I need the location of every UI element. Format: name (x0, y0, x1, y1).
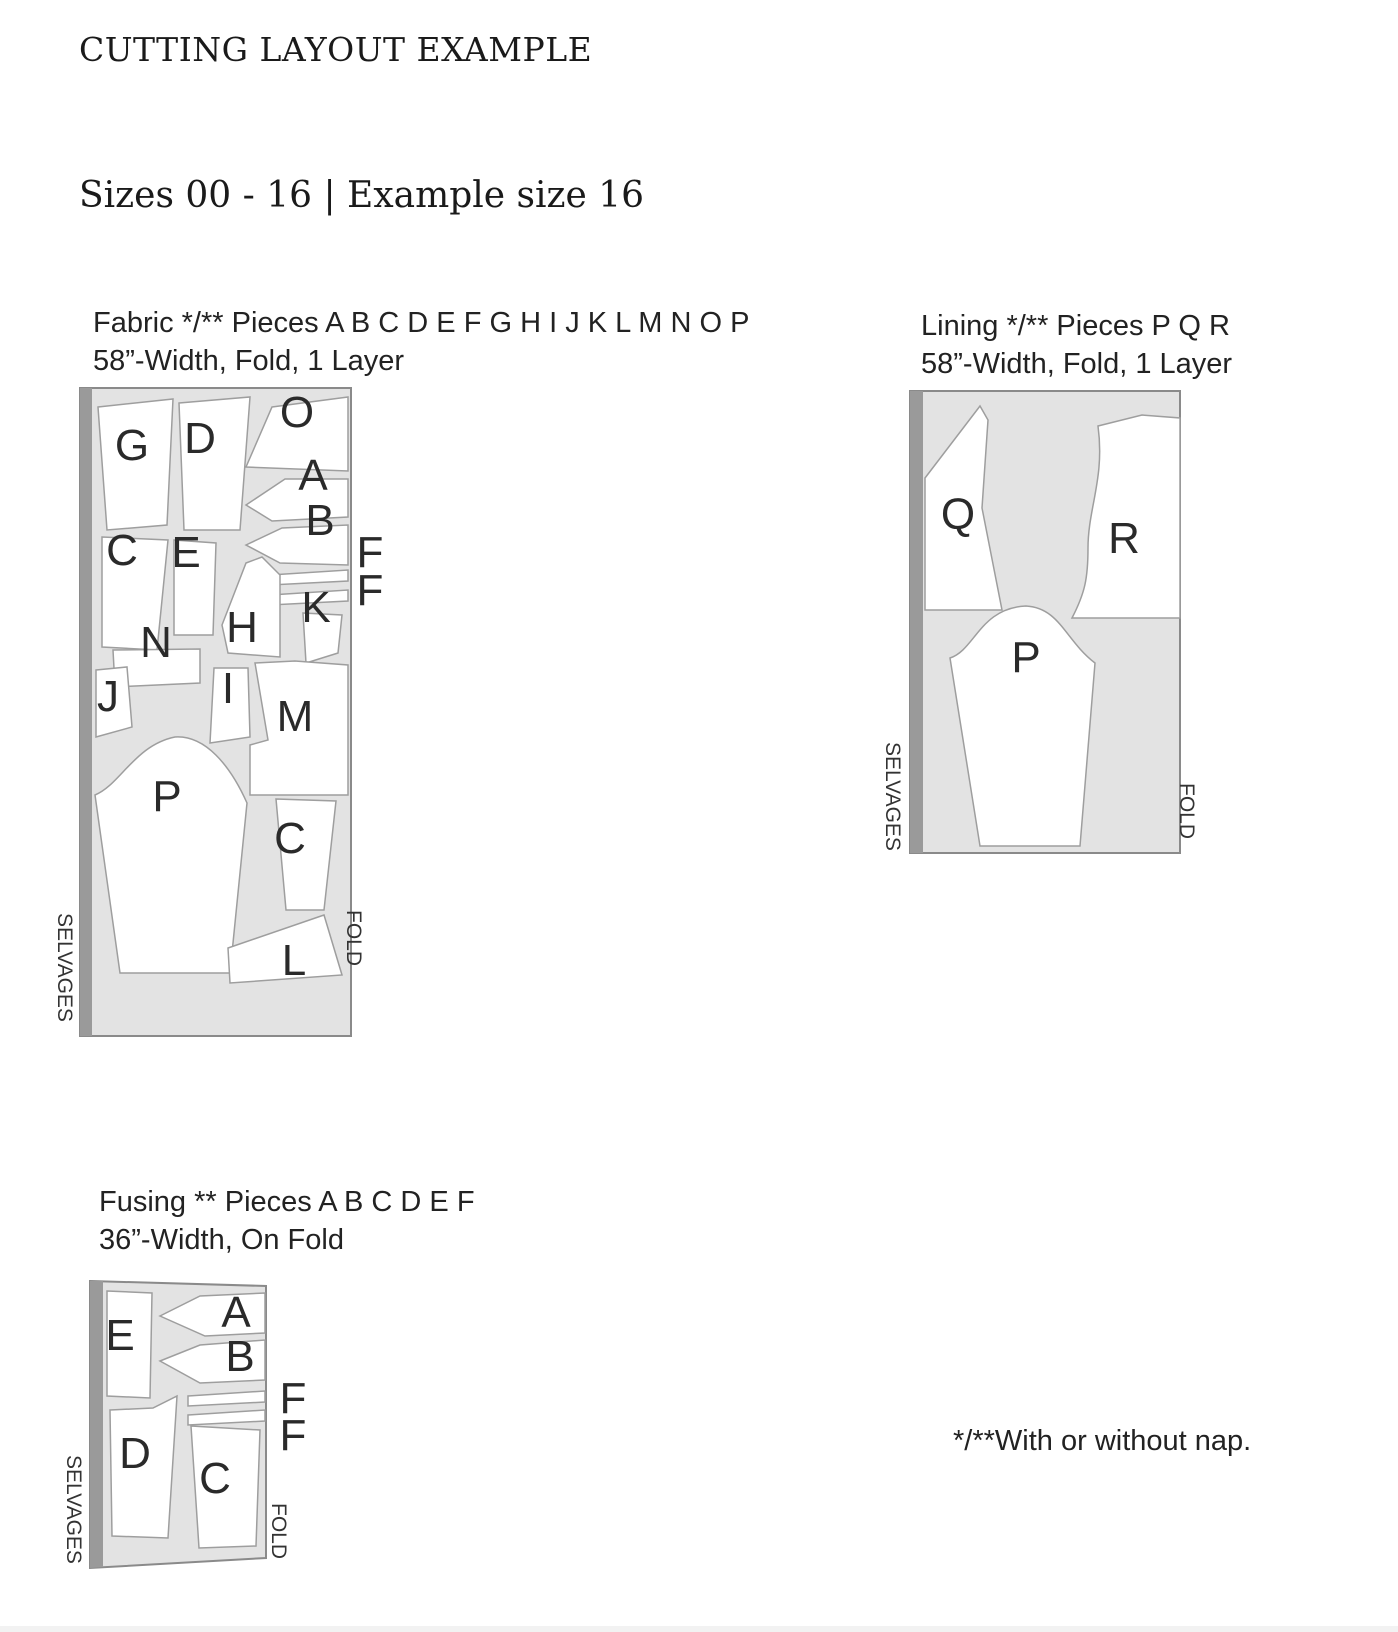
page-bottom-edge (0, 1626, 1398, 1632)
lining-spec: 58”-Width, Fold, 1 Layer (921, 348, 1233, 380)
fabric-caption (93, 304, 749, 380)
fusing-label-f1: F (279, 1374, 307, 1423)
fusing-heading: Fusing ** Pieces A B C D E F (99, 1186, 475, 1218)
fabric-label-l: L (281, 936, 307, 985)
lining-heading: Lining */** Pieces P Q R (921, 310, 1230, 342)
lining-label-r: R (1108, 514, 1140, 563)
page-title: CUTTING LAYOUT EXAMPLE (79, 30, 593, 69)
fabric-layout-diagram (50, 385, 410, 1045)
fabric-label-o: O (279, 388, 315, 437)
fabric-label-b: B (305, 496, 335, 545)
fusing-layout-diagram (60, 1278, 320, 1578)
fabric-label-c: C (106, 526, 138, 575)
fusing-label-a: A (221, 1288, 251, 1337)
fusing-label-c: C (199, 1454, 231, 1503)
fabric-heading: Fabric */** Pieces A B C D E F G H I J K L M N O P (93, 307, 750, 339)
fusing-selvage-edge (90, 1281, 103, 1568)
fabric-label-h: H (226, 603, 258, 652)
lining-label-p: P (1011, 633, 1041, 682)
fabric-selvage-edge (80, 388, 92, 1036)
fabric-label-i: I (221, 664, 235, 713)
fusing-label-d: D (119, 1429, 151, 1478)
fabric-label-g: G (114, 421, 150, 470)
lining-layout-diagram (880, 388, 1220, 868)
fabric-label-d: D (184, 414, 216, 463)
fusing-selvages-label: SELVAGES (62, 1455, 85, 1564)
page-subtitle: Sizes 00 - 16 | Example size 16 (79, 175, 645, 216)
fusing-spec: 36”-Width, On Fold (99, 1224, 344, 1256)
lining-label-q: Q (940, 490, 976, 539)
fabric-label-a: A (298, 451, 328, 500)
lining-fold-label: FOLD (1175, 783, 1198, 840)
fabric-label-f2: F (356, 566, 384, 615)
fabric-fold-label: FOLD (342, 910, 365, 967)
fabric-label-k: K (301, 583, 331, 632)
fabric-label-m: M (276, 692, 314, 741)
fabric-label-c2: C (274, 814, 306, 863)
fabric-label-j: J (97, 672, 119, 721)
fabric-label-p: P (152, 772, 182, 821)
nap-footnote: */**With or without nap. (953, 1425, 1252, 1457)
lining-selvages-label: SELVAGES (881, 742, 904, 851)
lining-selvage-edge (910, 391, 923, 853)
fusing-label-f2: F (279, 1411, 307, 1460)
fusing-label-b: B (225, 1332, 255, 1381)
fusing-fold-label: FOLD (267, 1503, 290, 1560)
fabric-label-f1: F (356, 528, 384, 577)
fusing-label-e: E (105, 1311, 135, 1360)
fabric-selvages-label: SELVAGES (53, 913, 76, 1022)
lining-caption (921, 307, 1232, 383)
fabric-label-e: E (171, 528, 201, 577)
fusing-caption (99, 1183, 475, 1259)
fabric-label-n: N (140, 618, 172, 667)
fabric-spec: 58”-Width, Fold, 1 Layer (93, 345, 405, 377)
